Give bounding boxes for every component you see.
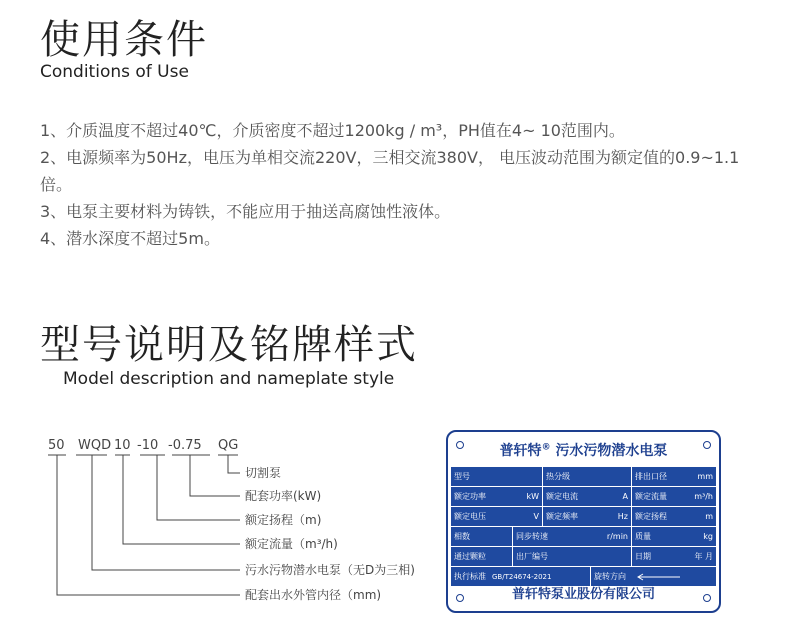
field-label: 额定电流: [546, 492, 578, 501]
field-label: 同步转速: [516, 532, 548, 541]
nameplate: [446, 430, 721, 613]
desc-flow: 额定流量（m³/h): [245, 537, 338, 551]
nameplate-row: [451, 527, 716, 547]
field-value: GB/T24674-2021: [492, 572, 552, 581]
field-label: 相数: [454, 532, 470, 541]
field-label: 执行标准: [454, 572, 486, 581]
field-unit: kg: [703, 532, 713, 541]
condition-item: 3、电泵主要材料为铸铁，不能应用于抽送高腐蚀性液体。: [40, 202, 451, 221]
nameplate-row: [451, 547, 716, 567]
section2-subtitle: Model description and nameplate style: [63, 369, 395, 389]
desc-diameter: 配套出水外管内径（mm): [245, 588, 382, 602]
field-unit: V: [533, 512, 539, 521]
section1-title: 使用条件: [40, 17, 208, 63]
model-part-diameter: 50: [48, 438, 65, 453]
model-part-flow: 10: [114, 438, 131, 453]
field-label: 通过颗粒: [454, 552, 486, 561]
field-label: 旋转方向: [594, 572, 626, 581]
model-part-head: -10: [137, 438, 159, 453]
field-label: 出厂编号: [516, 552, 548, 561]
field-label: 日期: [635, 552, 651, 561]
registered-mark: ®: [541, 442, 551, 453]
nameplate-title: [448, 440, 719, 460]
desc-power: 配套功率(kW): [245, 489, 322, 503]
nameplate-row: [451, 467, 716, 487]
field-label: 排出口径: [635, 472, 667, 481]
rotation-arrow-icon: [634, 573, 682, 581]
section2-title: 型号说明及铭牌样式: [40, 322, 418, 368]
field-unit: A: [622, 492, 628, 501]
field-unit: kW: [526, 492, 539, 501]
field-unit: r/min: [606, 532, 628, 541]
condition-item: 4、潜水深度不超过5m。: [40, 229, 220, 248]
desc-head: 额定扬程（m): [245, 513, 322, 527]
condition-item: 2、电源频率为50Hz，电压为单相交流220V，三相交流380V， 电压波动范围为额定值的0.9~1.1倍。: [40, 148, 740, 194]
field-unit: m: [705, 512, 713, 521]
model-part-power: -0.75: [168, 438, 202, 453]
nameplate-company: 普轩特泵业股份有限公司: [511, 587, 655, 602]
model-part-type: WQD: [78, 438, 112, 453]
field-label: 额定功率: [454, 492, 486, 501]
field-unit: 年 月: [694, 552, 713, 561]
nameplate-row: [451, 507, 716, 527]
nameplate-grid: [451, 467, 716, 586]
nameplate-product: 污水污物潜水电泵: [555, 443, 668, 459]
field-label: 额定扬程: [635, 512, 667, 521]
field-label: 型号: [454, 472, 470, 481]
section1-subtitle: Conditions of Use: [40, 62, 189, 82]
field-unit: mm: [697, 472, 713, 481]
field-label: 额定频率: [546, 512, 578, 521]
nameplate-brand: 普轩特: [499, 443, 542, 459]
nameplate-row: [451, 487, 716, 507]
desc-cutter: 切割泵: [245, 466, 282, 480]
field-label: 额定电压: [454, 512, 486, 521]
model-part-cutter: QG: [218, 438, 239, 453]
field-label: 热分级: [546, 472, 570, 481]
field-unit: Hz: [617, 512, 628, 521]
field-label: 额定流量: [635, 492, 667, 501]
condition-item: 1、介质温度不超过40℃，介质密度不超过1200kg / m³，PH值在4~ 10范围内。: [40, 121, 625, 140]
desc-type: 污水污物潜水电泵（无D为三相): [245, 563, 415, 577]
field-label: 质量: [635, 532, 651, 541]
field-unit: m³/h: [694, 492, 713, 501]
